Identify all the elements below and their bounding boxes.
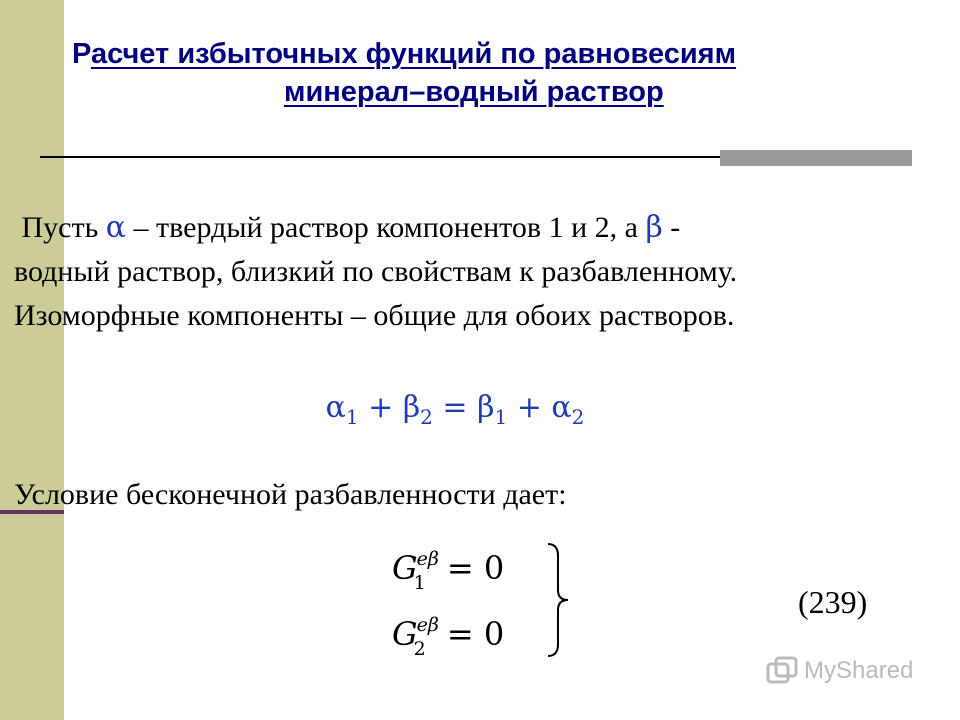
condition-text: Условие бесконечной разбавленности дает: bbox=[14, 478, 567, 511]
equation-1-superscript: eβ bbox=[416, 548, 439, 570]
reaction-alpha-2: α bbox=[551, 390, 572, 425]
equation-1 bbox=[392, 548, 504, 594]
equation-2-rhs: = 0 bbox=[446, 615, 505, 653]
title-line-2: минерал–водный раствор bbox=[284, 76, 664, 108]
equation-number: (239) bbox=[798, 584, 868, 620]
equation-2-superscript: eβ bbox=[416, 614, 439, 636]
body-line-3: Изоморфные компоненты – общие для обоих растворов. bbox=[14, 299, 735, 332]
equation-1-subscript: 1 bbox=[413, 572, 426, 594]
watermark bbox=[766, 656, 913, 686]
equation-2-symbol: G bbox=[392, 615, 418, 653]
title-divider-block bbox=[720, 150, 912, 166]
reaction-beta-1: β bbox=[477, 390, 495, 425]
watermark-logo-icon bbox=[766, 656, 800, 686]
reaction-plus-2: + bbox=[507, 390, 552, 425]
body-text-pust: Пусть bbox=[21, 211, 106, 244]
reaction-beta-2: β bbox=[402, 390, 421, 425]
equation-1-symbol: G bbox=[392, 549, 418, 587]
title-line-1 bbox=[72, 34, 736, 74]
watermark-text: MyShared bbox=[804, 657, 914, 684]
equation-2-subscript: 2 bbox=[413, 638, 426, 660]
exchange-reaction bbox=[0, 390, 960, 429]
body-line-1 bbox=[14, 206, 934, 250]
beta-symbol: β bbox=[645, 210, 663, 245]
title-first-letter: Р bbox=[72, 38, 91, 70]
reaction-alpha-1: α bbox=[325, 390, 346, 425]
alpha-symbol: α bbox=[105, 210, 127, 245]
reaction-equals: = bbox=[432, 390, 478, 425]
right-brace bbox=[540, 540, 580, 660]
reaction-plus-1: + bbox=[358, 390, 403, 425]
equation-1-rhs: = 0 bbox=[446, 549, 505, 587]
body-text-solid-solution: – твердый раствор компонентов 1 и 2, а bbox=[126, 211, 646, 244]
reaction-sub-3: 1 bbox=[494, 405, 508, 429]
reaction-sub-1: 1 bbox=[345, 405, 359, 429]
equation-2 bbox=[392, 614, 504, 660]
left-sidebar-bar bbox=[0, 0, 64, 720]
title-line-1-rest: асчет избыточных функций по равновесиям bbox=[90, 38, 737, 70]
reaction-sub-4: 2 bbox=[571, 405, 585, 429]
reaction-sub-2: 2 bbox=[420, 405, 433, 429]
body-paragraph bbox=[14, 206, 934, 338]
body-text-dash: - bbox=[662, 211, 681, 244]
body-line-2: водный раствор, близкий по свойствам к разбавленному. bbox=[14, 255, 738, 288]
